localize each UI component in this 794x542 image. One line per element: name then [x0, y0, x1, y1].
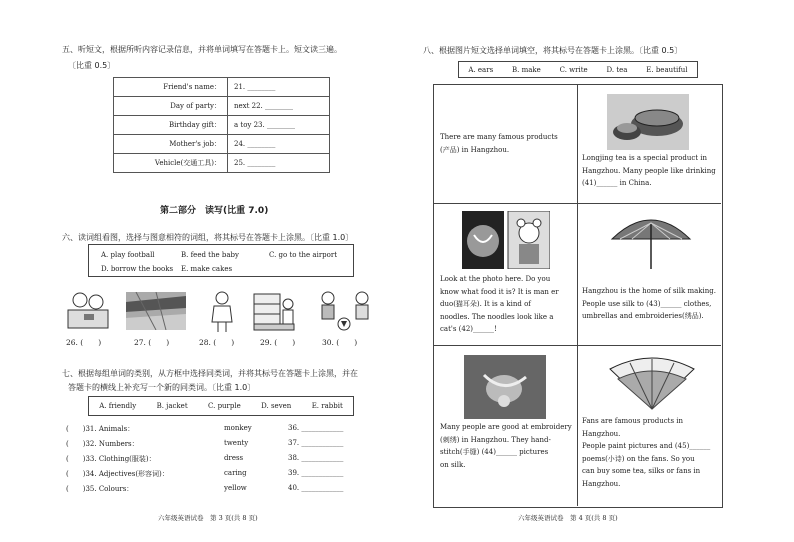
option: E. rabbit — [311, 402, 343, 410]
table-row-label: Friend's name： — [114, 78, 228, 97]
sec6-options-box — [88, 244, 354, 277]
cell-6-text — [582, 415, 722, 490]
cell-3-text — [440, 273, 576, 336]
picture-girl — [208, 290, 236, 332]
question: ( )33. Clothing(服装)： — [66, 455, 156, 463]
text-line: Look at the photo here. Do you — [440, 275, 551, 283]
answer-26: 26. ( ) — [66, 338, 102, 347]
text-line: duo(猫耳朵). It is a kind of — [440, 300, 531, 308]
sec5-title: 五、听短文，根据所听内容记录信息，并将单词填写在答题卡上。短文读三遍。 — [62, 45, 342, 54]
option: B. make — [511, 65, 541, 74]
example-word: yellow — [224, 484, 247, 492]
option: C. go to the airport — [269, 251, 338, 259]
option: E. beautiful — [646, 65, 688, 74]
question: ( )31. Animals： — [66, 425, 135, 433]
table-row-label: Day of party： — [114, 97, 228, 116]
option: D. seven — [261, 402, 292, 410]
new-word-blank: 38. ____________ — [288, 454, 344, 462]
table-row-value: 21. ________ — [228, 78, 330, 97]
text-line: can buy some tea, silks or fans in — [582, 467, 701, 475]
option: C. write — [559, 65, 588, 74]
answer-27: 27. ( ) — [134, 338, 170, 347]
question: ( )32. Numbers： — [66, 440, 139, 448]
cell-5-text — [440, 421, 576, 471]
text-line: (产品) in Hangzhou. — [440, 145, 510, 154]
sec8-title: 八、根据图片短文选择单词填空，将其标号在答题卡上涂黑。〔比重 0.5〕 — [423, 46, 683, 55]
cell-1-text — [440, 131, 576, 156]
question: ( )35. Colours： — [66, 485, 134, 493]
part2-heading: 第二部分 读写(比重 7.0) — [160, 206, 269, 216]
option: A. play football — [101, 251, 155, 259]
option: E. make cakes — [181, 265, 233, 273]
table-row-label: Mother's job： — [114, 135, 228, 154]
text-line: stitch(手缝) (44)______ pictures — [440, 448, 549, 456]
text-line: (刺绣) in Hangzhou. They hand- — [440, 435, 551, 444]
text-line: (41)______ in China. — [582, 179, 652, 187]
picture-football — [316, 290, 378, 332]
option: A. friendly — [99, 402, 137, 410]
text-line: on silk. — [440, 460, 466, 469]
new-word-blank: 36. ____________ — [288, 424, 344, 432]
example-word: twenty — [224, 439, 249, 447]
new-word-blank: 37. ____________ — [288, 439, 344, 447]
example-word: monkey — [224, 424, 252, 432]
text-line: umbrellas and embroideries(绣品). — [582, 312, 704, 320]
right-footer: 六年级英语试卷 第 4 页(共 8 页) — [518, 514, 618, 522]
text-line: noodles. The noodles look like a — [440, 312, 554, 321]
sec7-options-box — [88, 396, 354, 416]
fan-picture — [608, 355, 696, 411]
example-word: dress — [224, 454, 244, 462]
picture-library — [252, 290, 296, 332]
info-table — [113, 77, 330, 173]
example-word: caring — [224, 469, 247, 477]
new-word-blank: 39. ____________ — [288, 469, 344, 477]
option: D. tea — [606, 65, 628, 74]
sec6-title: 六、读词组看图，选择与图意相符的词组，将其标号在答题卡上涂黑。〔比重 1.0〕 — [62, 233, 354, 242]
text-line: Hangzhou. Many people like drinking — [582, 166, 716, 175]
umbrella-picture — [610, 209, 692, 271]
picture-cakes — [66, 290, 110, 330]
picture-airport — [126, 292, 186, 330]
text-line: Hangzhou is the home of silk making. — [582, 287, 716, 295]
table-row-label: Birthday gift： — [114, 116, 228, 135]
tea-picture — [607, 94, 689, 150]
question: ( )34. Adjectives(形容词)： — [66, 470, 169, 478]
table-row-value: a toy 23. ________ — [228, 116, 330, 135]
answer-28: 28. ( ) — [199, 338, 235, 347]
text-line: Fans are famous products in Hangzhou. — [582, 417, 684, 438]
option: A. ears — [468, 65, 494, 74]
sec7-title-2: 答题卡的横线上补充写一个新的同类词。〔比重 1.0〕 — [68, 383, 256, 392]
text-line: know what food it is? It is man er — [440, 287, 559, 296]
option: B. feed the baby — [181, 251, 239, 259]
sec7-title-1: 七、根据每组单词的类别，从方框中选择同类词，并将其标号在答题卡上涂黑，并在 — [62, 369, 358, 378]
table-row-value: next 22. ________ — [228, 97, 330, 116]
table-row-value: 24. ________ — [228, 135, 330, 154]
text-line: Hangzhou. — [582, 479, 621, 488]
option: B. jacket — [156, 402, 188, 410]
table-row-label: Vehicle(交通工具)： — [114, 154, 228, 173]
answer-30: 30. ( ) — [322, 338, 358, 347]
text-line: cat's (42)______! — [440, 325, 497, 333]
table-row-value: 25. ________ — [228, 154, 330, 173]
option: D. borrow the books — [101, 265, 174, 273]
answer-29: 29. ( ) — [260, 338, 296, 347]
reading-grid — [433, 84, 723, 508]
text-line: There are many famous products — [440, 133, 558, 141]
sec8-options-box — [458, 61, 698, 78]
text-line: People paint pictures and (45)______ — [582, 442, 711, 450]
new-word-blank: 40. ____________ — [288, 484, 344, 492]
noodles-picture — [462, 211, 550, 269]
text-line: People use silk to (43)______ clothes, — [582, 299, 712, 308]
text-line: Many people are good at embroidery — [440, 423, 572, 431]
left-footer: 六年级英语试卷 第 3 页(共 8 页) — [158, 514, 258, 522]
text-line: poems(小诗) on the fans. So you — [582, 454, 695, 463]
embroidery-picture — [464, 355, 546, 419]
cell-4-text — [582, 285, 722, 323]
sec5-weight: 〔比重 0.5〕 — [68, 61, 116, 70]
text-line: Longjing tea is a special product in — [582, 154, 708, 162]
cell-2-text — [582, 152, 722, 190]
option: C. purple — [208, 402, 241, 410]
